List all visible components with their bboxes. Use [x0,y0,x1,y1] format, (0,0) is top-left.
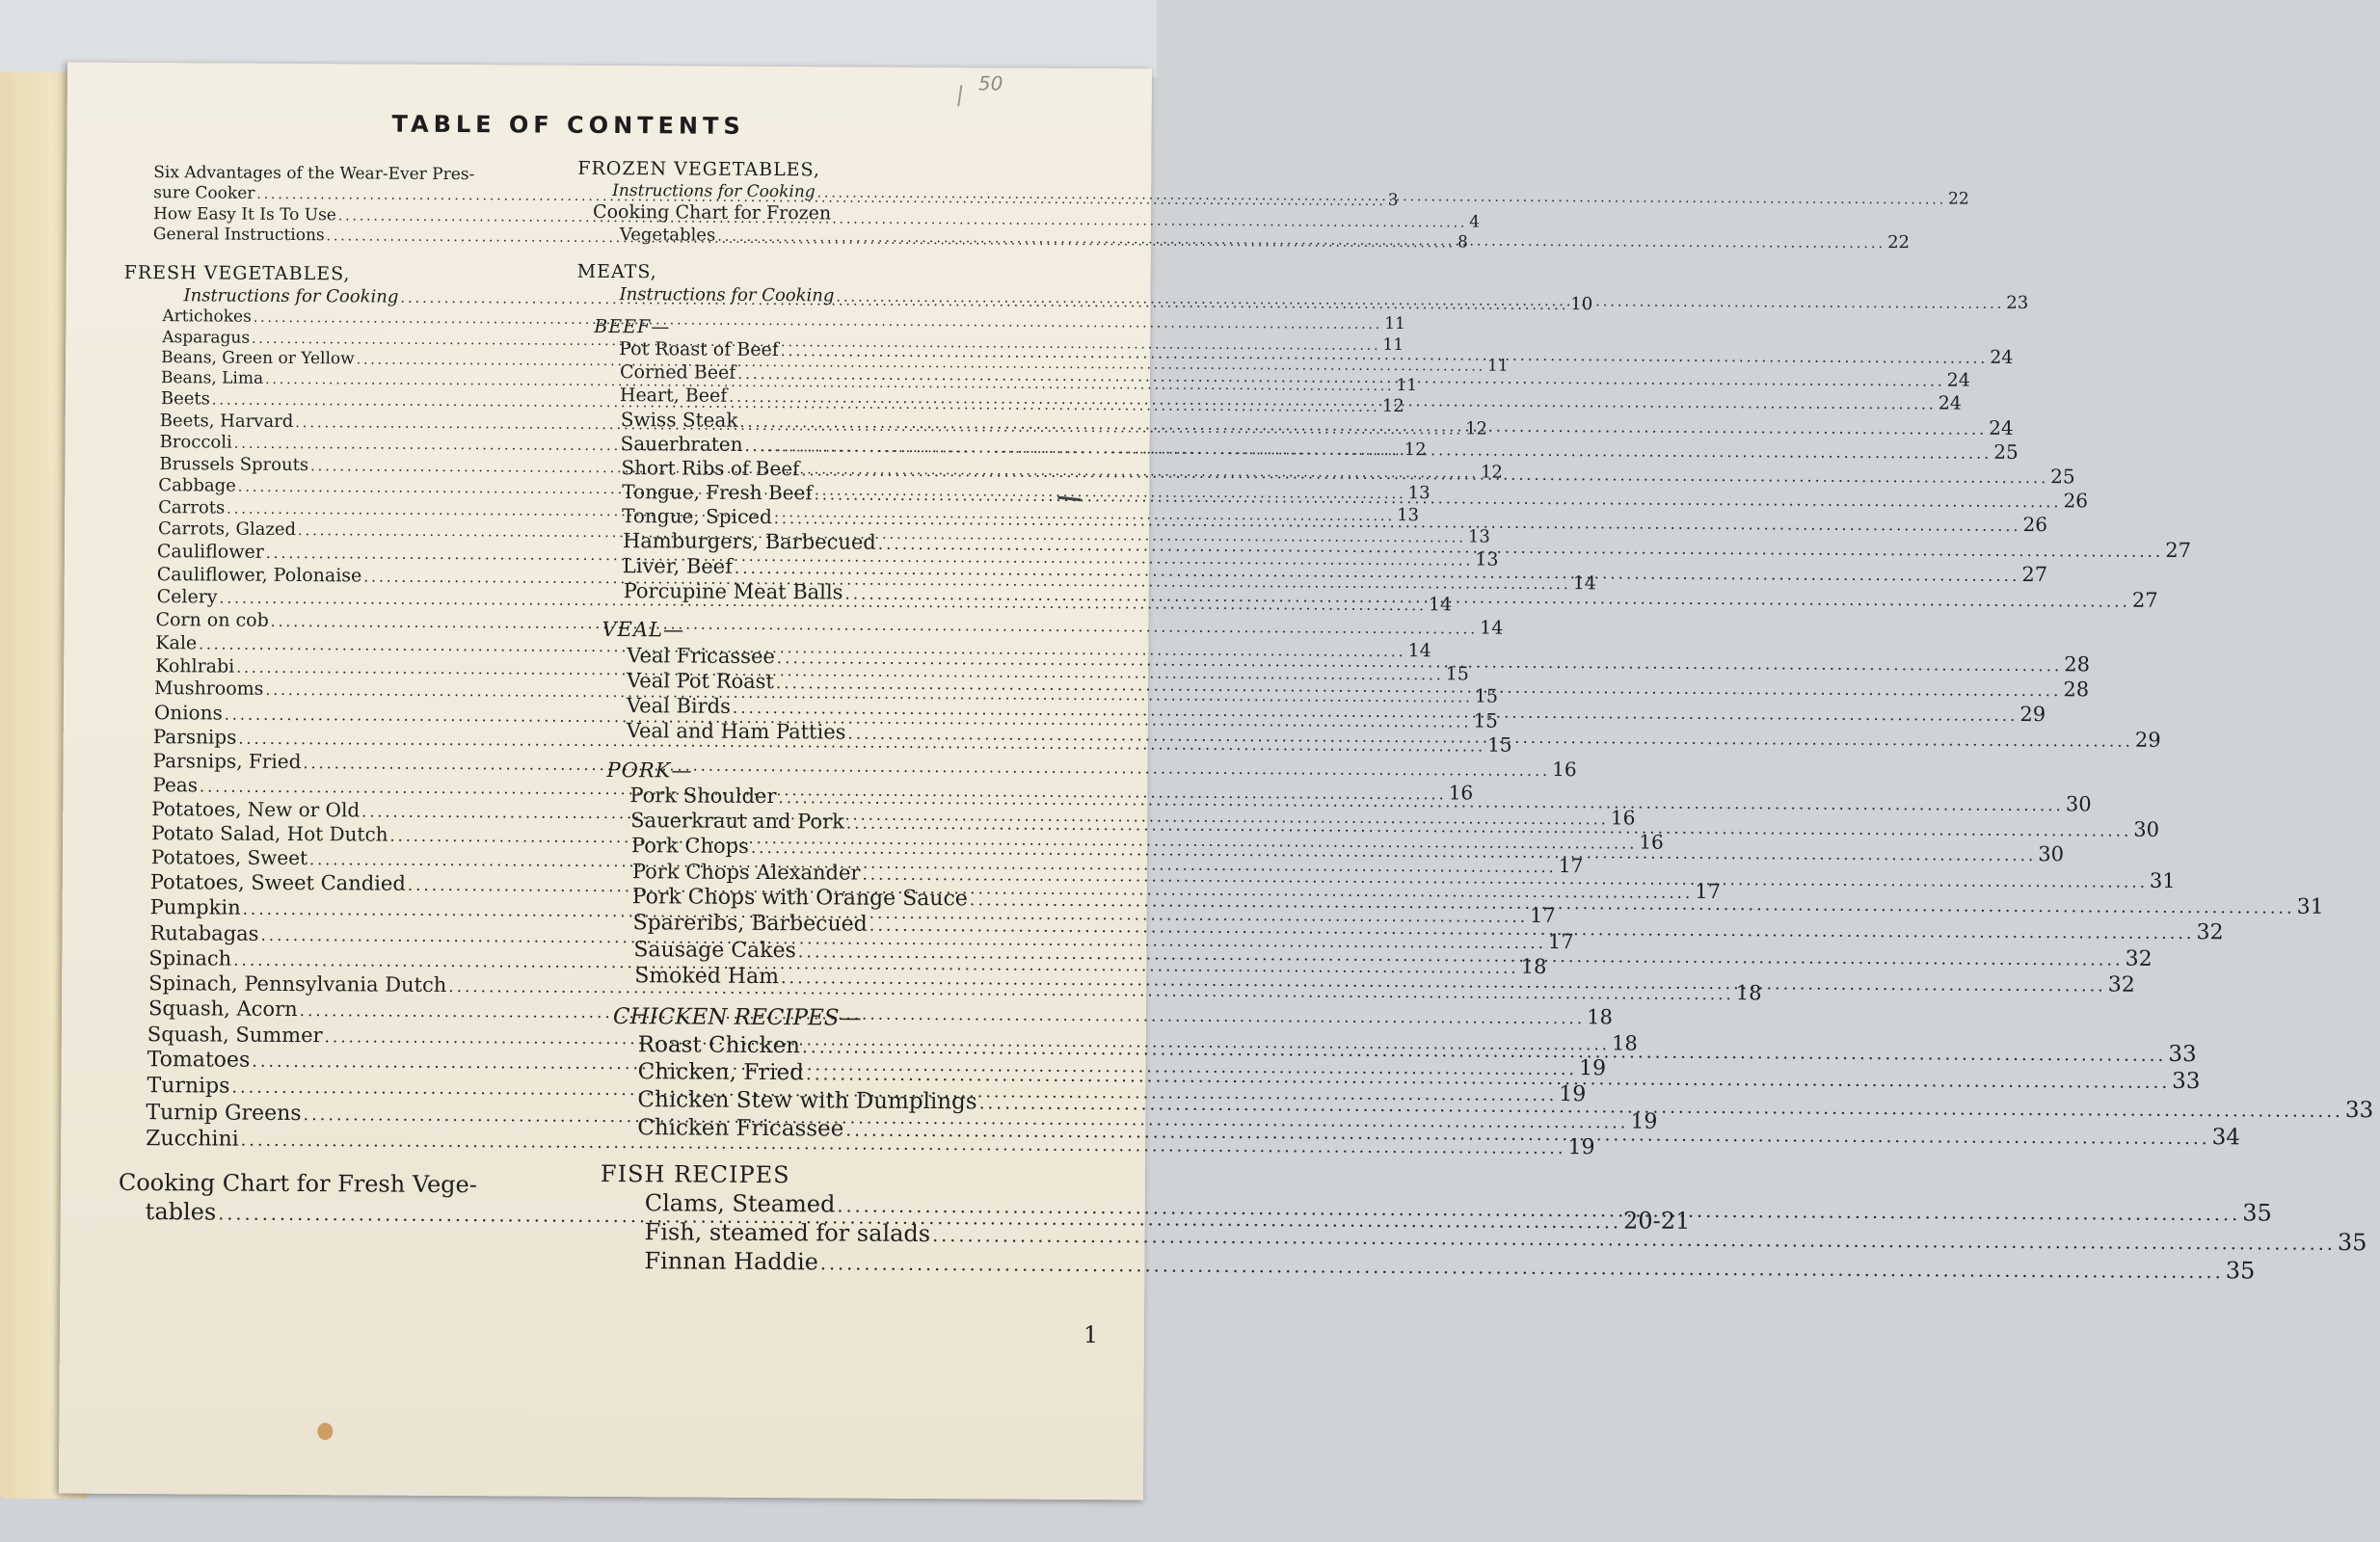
toc-entry-page: 24 [1946,369,1970,391]
toc-entry-page: 24 [1989,415,2014,439]
toc-entry-page: 13 [1475,548,1499,571]
toc-entry-page: 16 [1448,781,1474,805]
toc-entry-page: 16 [1552,757,1577,782]
toc-entry-label: Chicken, Fried [637,1059,804,1086]
toc-entry-page: 19 [1559,1082,1587,1107]
toc-entry-label: How Easy It Is To Use [152,203,336,225]
toc-entry-page: 17 [1695,879,1722,904]
toc-entry-page: 28 [2063,677,2090,702]
toc-entry-label: Six Advantages of the Wear-Ever Pres- [153,163,475,185]
toc-entry-label: Tongue, Spiced [622,503,772,528]
toc-entry-label: Potatoes, Sweet [150,845,308,870]
toc-entry-page: 8 [1457,232,1468,253]
toc-entry-label: Potato Salad, Hot Dutch [151,821,388,846]
toc-entry-label: General Instructions [152,224,325,245]
toc-entry-page: 14 [1480,617,1504,639]
toc-entry-label: Spinach [148,945,232,970]
toc-entry-page: 18 [1587,1005,1613,1029]
toc-entry-page: 11 [1384,314,1405,334]
toc-entry-page: 24 [1938,392,1963,414]
toc-entry-label: Turnips [147,1074,230,1099]
toc-entry-label: Broccoli [159,432,232,453]
toc-entry-label: Vegetables [619,224,716,246]
toc-entry-label: Fish, steamed for salads [644,1217,931,1247]
toc-entry-label: Zucchini [146,1127,239,1152]
toc-entry-label: Instructions for Cooking [619,284,835,306]
toc-entry-label: Sauerbraten [620,431,743,456]
toc-entry-label: Swiss Steak [620,407,738,432]
toc-entry-page: 26 [2022,512,2048,536]
toc-entry-label: Smoked Ham [634,964,780,990]
toc-entry-label: Veal Birds [626,694,731,718]
toc-entry-label: Onions [153,701,223,725]
toc-entry-page: 17 [1547,929,1574,953]
toc-entry-label: Kohlrabi [155,654,235,678]
toc-entry-label: tables [145,1197,217,1226]
toc-entry-page: 29 [2134,728,2161,753]
toc-entry-page: 16 [1610,806,1636,830]
pork-heading: PORK— [606,758,693,783]
beef-heading: BEEF— [594,315,671,337]
toc-entry-label: Spinach, Pennsylvania Dutch [148,971,447,997]
toc-entry-label: Sausage Cakes [633,937,796,963]
booklet-page [59,63,2374,1501]
toc-entry-label: Mushrooms [153,678,264,701]
dot-leader [820,1252,2224,1284]
toc-entry-label: Peas [152,773,199,797]
toc-entry-label: Brussels Sprouts [159,453,309,475]
toc-entry-page: 30 [2065,791,2092,816]
toc-entry-label: Pork Chops [630,834,749,859]
toc-entry-label: Asparagus [162,327,251,348]
toc-entry-page: 12 [1480,462,1503,483]
toc-entry-label: Cauliflower [156,540,264,563]
toc-entry-label: Pork Shoulder [629,783,777,808]
toc-entry-label: Rutabagas [149,920,259,945]
toc-entry-page: 22 [1887,231,1911,253]
toc-entry-page: 18 [1611,1030,1638,1055]
toc-entry-page: 3 [1387,191,1399,211]
toc-entry-page: 11 [1487,356,1509,376]
toc-entry-page: 15 [1445,662,1469,684]
toc-entry-label: Tongue, Fresh Beef [622,479,813,504]
toc-entry-label: Sauerkraut and Pork [630,809,844,834]
toc-entry-label: Squash, Acorn [147,997,298,1022]
toc-entry-label: Veal and Ham Patties [626,719,846,744]
toc-entry-page: 26 [2063,488,2089,512]
toc-entry-page: 32 [2107,972,2135,997]
toc-entry-label: Corn on cob [155,609,269,631]
toc-entry-page: 15 [1474,685,1499,707]
toc-entry-page: 23 [2006,292,2029,313]
toc-entry-label: Beets, Harvard [159,410,294,432]
toc-entry-label: Pork Chops Alexander [631,859,861,885]
toc-entry-page: 16 [1639,830,1664,854]
toc-entry-label: Heart, Beef [619,384,728,407]
toc-entry-label: Artichokes [162,306,252,327]
toc-entry-page: 33 [2168,1041,2197,1067]
toc-entry-label: Parsnips, Fried [152,749,302,774]
toc-entry-page: 35 [2337,1228,2367,1256]
toc-entry-page: 15 [1473,708,1499,732]
fresh-vegetables-heading: FRESH VEGETABLES, [123,261,351,285]
toc-entry-label: Liver, Beef [622,553,734,578]
toc-entry-label: Pot Roast of Beef [619,338,779,361]
toc-entry-label: Spareribs, Barbecued [632,911,868,937]
toc-entry-label: Chicken Stew with Dumplings [637,1087,977,1115]
toc-entry-page: 30 [2133,817,2160,841]
toc-entry-page: 11 [1396,375,1418,396]
toc-entry-page: 35 [2225,1256,2256,1284]
toc-entry [577,180,1969,209]
toc-entry-label: Turnip Greens [146,1100,302,1126]
toc-entry-page: 34 [2211,1124,2241,1151]
toc-entry-label: Potatoes, New or Old [151,797,361,822]
toc-entry-label: Tomatoes [147,1047,251,1073]
toc-entry-label: Carrots [158,496,226,518]
frozen-vegetables-heading: FROZEN VEGETABLES, [577,157,821,181]
toc-entry-page: 32 [2125,946,2153,971]
toc-entry-label: Porcupine Meat Balls [623,579,843,604]
toc-entry-label: Pork Chops with Orange Sauce [631,884,968,912]
toc-entry-page: 18 [1735,981,1762,1005]
toc-entry-page: 20-21 [1623,1207,1691,1235]
toc-entry-page: 18 [1520,954,1547,978]
toc-entry-label: Chicken Fricassee [637,1114,844,1142]
toc-entry-page: 17 [1530,904,1556,928]
toc-entry-page: 27 [2165,538,2192,562]
toc-entry-label: Squash, Summer [147,1022,323,1047]
toc-entry-label: Cauliflower, Polonaise [156,563,362,586]
toc-entry-page: 19 [1630,1109,1658,1134]
fresh-instructions [123,285,1593,314]
toc-entry-label: sure Cooker [153,183,255,204]
stain-spot [317,1422,333,1440]
toc-entry-label: Potatoes, Sweet Candied [149,870,406,895]
toc-entry-label: Short Ribs of Beef [621,455,800,480]
toc-entry-label: Clams, Steamed [644,1188,836,1217]
pencil-mark [957,85,962,106]
toc-entry-page: 29 [2019,702,2046,727]
meats-heading: MEATS, [576,261,657,283]
toc-entry-page: 14 [1428,594,1453,616]
toc-entry-page: 33 [2344,1098,2374,1124]
toc-entry [124,163,587,186]
toc-entry-page: 19 [1578,1055,1607,1081]
toc-entry-label: Celery [156,586,218,608]
toc-entry-label: Roast Chicken [637,1031,801,1058]
toc-entry-page: 17 [1558,854,1584,878]
toc-entry-label: Veal Fricassee [627,643,775,668]
toc-entry-label: Pumpkin [149,895,241,919]
toc-entry-page: 13 [1397,504,1420,525]
toc-entry-page: 14 [1407,639,1431,661]
toc-entry-page: 27 [2131,588,2158,612]
toc-entry-page: 22 [1947,189,1969,209]
toc-entry-label: Beans, Lima [160,368,264,388]
toc-entry-label: Beets [160,388,210,410]
toc-entry-page: 12 [1465,418,1488,439]
toc-entry-page: 28 [2064,651,2091,676]
toc-entry-page: 35 [2242,1198,2272,1227]
pencil-note: 50 [977,71,1003,95]
toc-entry-page: 33 [2172,1069,2201,1095]
toc-entry-page: 24 [1990,347,2014,369]
veal-heading: VEAL— [602,618,685,642]
toc-entry [571,1245,2256,1284]
toc-entry-page: 31 [2149,868,2176,892]
toc-entry-label: Instructions for Cooking [612,180,816,202]
toc-entry-label: Corned Beef [619,361,736,384]
toc-entry-label: Cabbage [158,475,236,496]
toc-entry-page: 13 [1467,526,1490,547]
toc-entry-label: Veal Pot Roast [627,668,774,693]
toc-entry-page: 13 [1407,483,1431,504]
toc-entry [577,224,1911,253]
toc-entry-page: 11 [1382,334,1404,355]
frozen-chart-entry [577,224,1911,253]
page-number: 1 [1083,1321,1099,1349]
frozen-instructions [577,180,1969,209]
toc-entry-label: Beans, Green or Yellow [161,347,355,369]
toc-entry-page: 12 [1381,396,1404,417]
toc-entry-page: 4 [1469,211,1481,232]
toc-entry-label: Hamburgers, Barbecued [622,528,876,554]
frozen-chart-line1: Cooking Chart for Frozen [593,200,832,225]
fresh-chart-line1: Cooking Chart for Fresh Vege- [118,1168,477,1198]
page-title: TABLE OF CONTENTS [391,110,745,140]
toc-entry-page: 27 [2021,562,2048,586]
toc-entry-page: 25 [2050,464,2075,488]
toc-entry-label: Instructions for Cooking [183,285,399,307]
toc-entry-page: 30 [2038,842,2065,866]
toc-entry-page: 12 [1404,439,1427,461]
toc-entry-page: 14 [1572,572,1596,594]
toc-entry-label: Finnan Haddie [644,1246,818,1275]
toc-entry-page: 25 [1993,439,2019,464]
fish-heading: FISH RECIPES [600,1159,790,1188]
chicken-heading: CHICKEN RECIPES— [612,1003,862,1031]
toc-entry-page: 19 [1567,1135,1595,1160]
toc-entry [123,285,1593,314]
toc-entry-page: 10 [1570,293,1593,314]
toc-entry-label: Carrots, Glazed [157,518,297,541]
toc-entry-label: Kale [155,631,198,654]
toc-entry-page: 32 [2196,920,2224,945]
toc-entry-label: Parsnips [152,725,237,749]
toc-entry-page: 31 [2296,894,2324,919]
toc-entry-page: 15 [1487,732,1512,757]
